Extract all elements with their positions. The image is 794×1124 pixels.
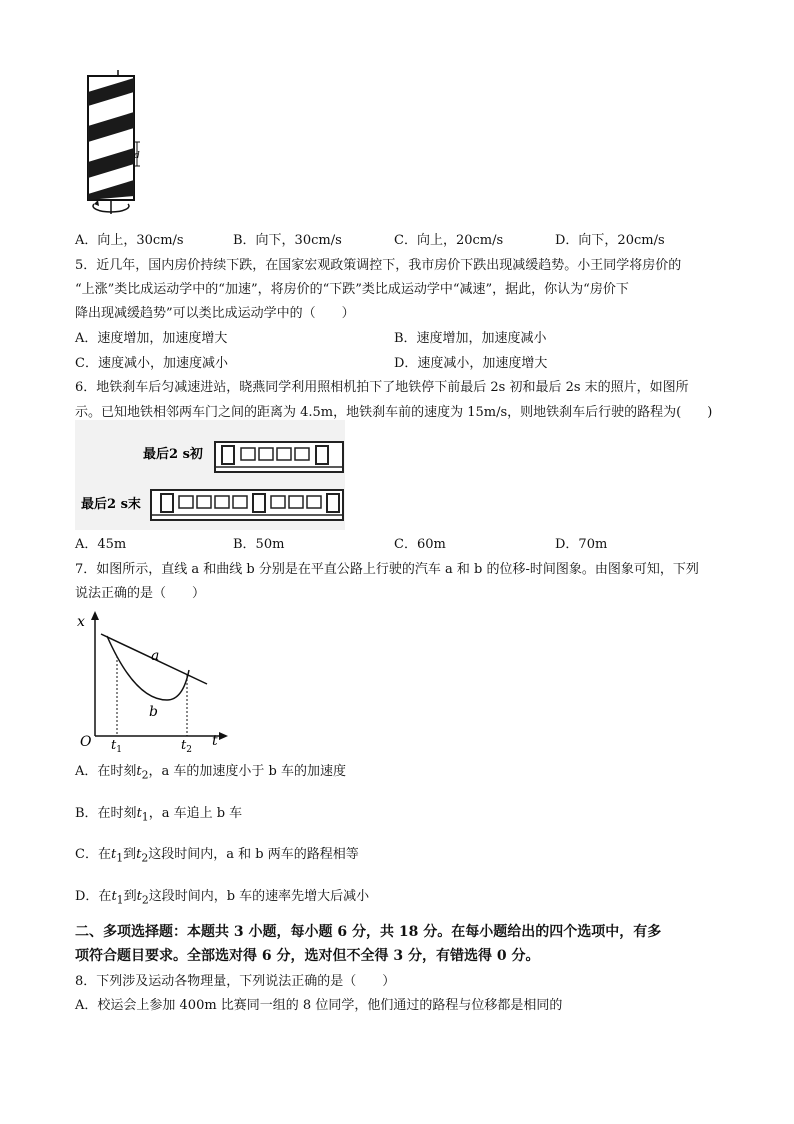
q5-option-a: A．速度增加，加速度增大: [75, 331, 228, 346]
q5-option-b: B．速度增加，加速度减小: [394, 331, 547, 346]
striped-cylinder-figure: [80, 70, 160, 220]
q6-option-d: D．70m: [555, 537, 608, 552]
q6-stem-line-1: 6．地铁刹车后匀减速进站，晓燕同学利用照相机拍下了地铁停下前最后 2s 初和最后 2s 末的照片，如图所: [75, 380, 689, 395]
q7-stem-line-2: 说法正确的是（ ）: [75, 586, 206, 601]
q4-option-c: C．向上，20cm/s: [394, 233, 504, 248]
q5-stem-line-1: 5．近几年，国内房价持续下跌，在国家宏观政策调控下，我市房价下跌出现减缓趋势。小王同学将房价的: [75, 258, 682, 273]
q5-stem-line-3: 降出现减缓趋势”可以类比成运动学中的（ ）: [75, 306, 355, 321]
photo-label-first: 最后2 s初: [143, 447, 203, 462]
spacing-label: d: [134, 151, 140, 161]
q6-stem-line-2: 示。已知地铁相邻两车门之间的距离为 4.5m，地铁刹车前的速度为 15m/s，则地铁刹车后行驶的路程为( ): [75, 405, 713, 420]
t1-label: $t_1$: [111, 738, 122, 753]
q4-option-d: D．向下，20cm/s: [555, 233, 665, 248]
subway-photos-figure: [75, 420, 345, 530]
q8-stem: 8．下列涉及运动各物理量，下列说法正确的是（ ）: [75, 974, 396, 989]
t2-label: $t_2$: [181, 738, 192, 753]
section2-heading-line-1: 二、多项选择题：本题共 3 小题，每小题 6 分，共 18 分。在每小题给出的四个选项中，有多: [75, 924, 662, 940]
q7-option-c: C．在$t_1$到$t_2$这段时间内，a 和 b 两车的路程相等: [75, 847, 359, 865]
y-axis-label: x: [77, 614, 85, 630]
q4-option-a: A．向上，30cm/s: [75, 233, 184, 248]
q8-option-a: A．校运会上参加 400m 比赛同一组的 8 位同学，他们通过的路程与位移都是相同的: [75, 998, 563, 1013]
x-axis-label: t: [212, 733, 218, 749]
q7-stem-line-1: 7．如图所示，直线 a 和曲线 b 分别是在平直公路上行驶的汽车 a 和 b 的位移-时间图象。由图象可知，下列: [75, 562, 699, 577]
q6-option-b: B．50m: [233, 537, 285, 552]
origin-label: O: [80, 734, 92, 750]
q5-option-d: D．速度减小，加速度增大: [394, 356, 548, 371]
q5-stem-line-2: “上涨”类比成运动学中的“加速”，将房价的“下跌”类比成运动学中“减速”，据此，你认为“房价下: [75, 282, 629, 297]
q5-option-c: C．速度减小，加速度减小: [75, 356, 228, 371]
curve-b-label: b: [149, 704, 158, 720]
q6-option-a: A．45m: [75, 537, 127, 552]
q6-option-c: C．60m: [394, 537, 446, 552]
q4-option-b: B．向下，30cm/s: [233, 233, 342, 248]
x-t-graph-figure: [75, 608, 235, 753]
q7-option-a: A．在时刻$t_2$，a 车的加速度小于 b 车的加速度: [75, 764, 346, 782]
section2-heading-line-2: 项符合题目要求。全部选对得 6 分，选对但不全得 3 分，有错选得 0 分。: [75, 948, 540, 964]
photo-label-last: 最后2 s末: [81, 497, 141, 512]
q7-option-d: D．在$t_1$到$t_2$这段时间内，b 车的速率先增大后减小: [75, 889, 370, 907]
line-a-label: a: [151, 648, 160, 664]
q7-option-b: B．在时刻$t_1$，a 车追上 b 车: [75, 806, 243, 824]
